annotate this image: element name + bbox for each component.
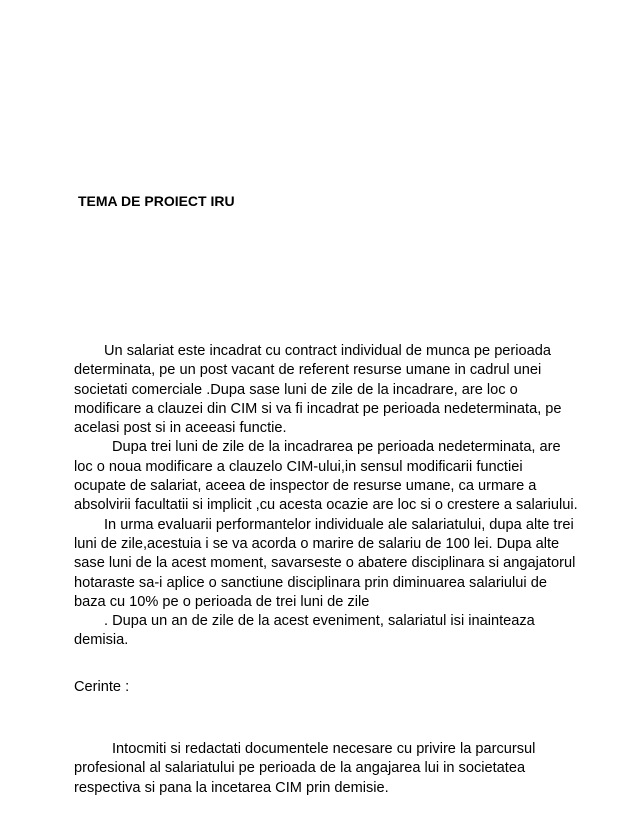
paragraph-function-change: Dupa trei luni de zile de la incadrarea pe perioada nedeterminata, are loc o noua modificare a clauzelo CIM-ului,in sensul modificarii functiei ocupate de salariat, aceea de inspector de resurse umane, ca urmare a absolvirii facultatii si implicit ,cu acesta ocazie are loc si o crestere a salariului. <box>74 439 578 514</box>
requirements-text: Intocmiti si redactati documentele necesare cu privire la parcursul profesional al salariatului pe perioada de la angajarea lui in societatea respectiva si pana la incetarea CIM prin demisie. <box>74 741 536 796</box>
paragraph-evaluation: In urma evaluarii performantelor individuale ale salariatului, dupa alte trei luni de zile,acestuia i se va acorda o marire de salariu de 100 lei. Dupa alte sase luni de la acest moment, savarseste o abatere disciplinara si angajatorul hotaraste sa-i aplice o sanctiune disciplinara prin diminuarea salariului de baza cu 10% pe o perioada de trei luni de zile <box>74 516 576 610</box>
case-description <box>74 342 578 651</box>
requirements-label: Cerinte : <box>74 679 130 695</box>
document-title: TEMA DE PROIECT IRU <box>78 193 235 209</box>
paragraph-employment: Un salariat este incadrat cu contract individual de munca pe perioada determinata, pe un post vacant de referent resurse umane in cadrul unei societati comerciale .Dupa sase luni de zile de la incadrare, are loc o modificare a clauzei din CIM si va fi incadrat pe perioada nedeterminata, pe acelasi post si in aceeasi functie. <box>74 343 562 437</box>
paragraph-resignation: . Dupa un an de zile de la acest eveniment, salariatul isi inainteaza demisia. <box>74 613 535 649</box>
requirements-section <box>74 740 578 798</box>
